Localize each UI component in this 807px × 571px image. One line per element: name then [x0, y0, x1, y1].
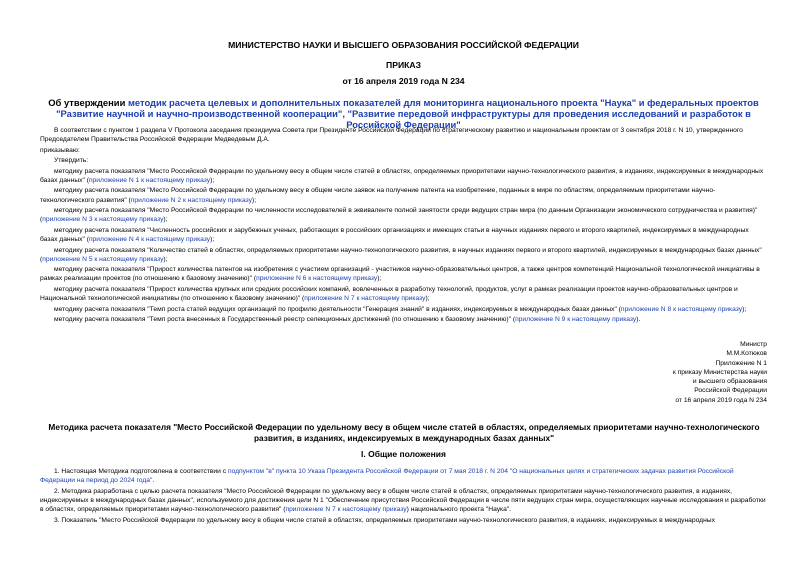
appendix-link-4[interactable]: приложение N 4 к настоящему приказу: [88, 236, 211, 244]
provision-1: 1. Настоящая Методика подготовлена в соответствии с подпунктом "в" пункта 10 Указа Президента Российской Федерации от 7 мая 2018 г. N 204 "О национальных целях и стратегических задачах развития Российской Федерации на период до 2024 года".: [40, 468, 734, 485]
preamble-order-word: приказываю:: [40, 146, 80, 154]
provisions: [40, 467, 768, 526]
method-item-3: методику расчета показателя "Место Российской Федерации по численности исследователей в эквиваленте полной занятости среди ведущих стран мира (по данным Организации экономического сотрудничества и развития)" (приложение N 3 к настоящему приказу);: [40, 207, 758, 224]
appendix-ref-line: к приказу Министерства науки: [672, 368, 767, 376]
provision-appendix-link[interactable]: приложение N 7 к настоящему приказу: [285, 506, 407, 514]
method-item-5: методику расчета показателя "Количество статей в областях, определяемых приоритетами научно-технологического развития, в научных изданиях первого и второго квартилей, индексируемых в международных базах данных" (приложение N 5 к настоящему приказу);: [40, 246, 762, 263]
preamble: [40, 126, 768, 326]
method-item-2: методику расчета показателя "Место Российской Федерации по удельному весу в общем числе заявок на получение патента на изобретение, поданных в мире по областям, определяемым приоритетами научно-технологического развития" (приложение N 2 к настоящему приказу);: [40, 187, 716, 204]
signature-role: Министр: [740, 341, 767, 348]
signature-name: М.М.Котюков: [726, 350, 767, 358]
signature-block: [597, 340, 767, 405]
appendix-link-9[interactable]: приложение N 9 к настоящему приказу: [515, 316, 637, 324]
appendix-link-5[interactable]: приложение N 5 к настоящему приказу: [42, 255, 164, 263]
method-title: Методика расчета показателя "Место Российской Федерации по удельному весу в общем числе статей в областях, определяемых приоритетами научно-технологического развития, в изданиях, индексируемых в международных базах данных": [48, 422, 760, 443]
method-item-4: методику расчета показателя "Численность российских и зарубежных ученых, работающих в российских организациях и имеющих статьи в научных изданиях первого и второго квартилей, индексируемых в международных базах данных" (приложение N 4 к настоящему приказу);: [40, 226, 749, 244]
method-item-6: методику расчета показателя "Прирост количества патентов на изобретения с участием организаций - участников научно-образовательных центров, а также центров компетенций Национальной технологической инициативы в рамках реализации проектов (по отношению к базовому значению)" (приложение N 6 к настоящему приказу);: [40, 266, 760, 283]
method-item-9: методику расчета показателя "Темп роста внесенных в Государственный реестр селекционных достижений (по отношению к базовому значению)" (приложение N 9 к настоящему приказу).: [54, 316, 641, 324]
appendix-link-1[interactable]: приложение N 1 к настоящему приказу: [88, 176, 211, 184]
appendix-ref-line: и высшего образования: [692, 378, 767, 386]
order-date: от 16 апреля 2019 года N 234: [342, 76, 465, 86]
decree-link[interactable]: подпунктом "в" пункта 10 Указа Президента Российской Федерации от 7 мая 2018 г. N 204 "О национальных целях и стратегических задачах развития Российской Федерации на период до 2024 года": [40, 468, 734, 485]
title-prefix: Об утверждении: [48, 97, 126, 108]
method-item-7: методику расчета показателя "Прирост количества крупных или средних российских компаний, вовлеченных в разработку технологий, продуктов, услуг в рамках реализации проектов научно-образовательных центров и Национальной технологической инициативы (по отношению к базовому значению)" (приложение N 7 к настоящему приказу);: [40, 285, 738, 303]
appendix-number: Приложение N 1: [715, 359, 767, 367]
appendix-link-6[interactable]: приложение N 6 к настоящему приказу: [256, 275, 378, 283]
section-title: I. Общие положения: [361, 449, 446, 459]
preamble-paragraph: В соответствии с пунктом 1 раздела V Протокола заседания президиума Совета при Президенте Российской Федерации по стратегическому развитию и национальным проектам от 3 сентября 2018 г. N 10, утвержденного Председателем Правительства Российской Федерации Медведевым Д.А.: [40, 127, 743, 144]
title-link[interactable]: методик расчета целевых и дополнительных показателей для мониторинга национального проекта "Наука" и федеральных проектов "Развитие научной и научно-производственной кооперации", "Развитие передовой инфраструктуры для проведения исследований и разработок в Российской Федерации": [56, 97, 759, 130]
appendix-link-2[interactable]: приложение N 2 к настоящему приказу: [130, 196, 252, 204]
ministry-heading: МИНИСТЕРСТВО НАУКИ И ВЫСШЕГО ОБРАЗОВАНИЯ РОССИЙСКОЙ ФЕДЕРАЦИИ: [228, 40, 579, 50]
provision-2: 2. Методика разработана с целью расчета показателя "Место Российской Федерации по удельному весу в общем числе статей в областях, определяемых приоритетами научно-технологического развития, в изданиях, индексируемых в международных базах данных", используемого для достижения цели N 1 "Обеспечение присутствия Российской Федерации в числе пяти ведущих стран мира, осуществляющих научные исследования и разработки в областях, определяемых приоритетами научно-технологического развития" (приложение N 7 к настоящему приказу) национального проекта "Наука".: [40, 487, 766, 514]
preamble-approve: Утвердить:: [54, 157, 89, 165]
provision-3: 3. Показатель "Место Российской Федерации по удельному весу в общем числе статей в областях, определяемых приоритетами научно-технологического развития, в изданиях, индексируемых в международных: [54, 516, 715, 524]
appendix-ref-date: от 16 апреля 2019 года N 234: [675, 396, 767, 404]
appendix-link-7[interactable]: приложение N 7 к настоящему приказу: [304, 295, 426, 303]
method-item-1: методику расчета показателя "Место Российской Федерации по удельному весу в общем числе статей в областях, определяемых приоритетами научно-технологического развития, в изданиях, индексируемых в международных базах данных" (приложение N 1 к настоящему приказу);: [40, 167, 764, 184]
appendix-link-3[interactable]: приложение N 3 к настоящему приказу: [42, 216, 164, 224]
method-item-8: методику расчета показателя "Темп роста статей ведущих организаций по профилю деятельности "Генерация знаний" в изданиях, индексируемых в международных базах данных" (приложение N 8 к настоящему приказу);: [54, 305, 747, 313]
appendix-link-8[interactable]: приложение N 8 к настоящему приказу: [620, 305, 743, 313]
order-heading: ПРИКАЗ: [386, 60, 421, 70]
appendix-ref-line: Российской Федерации: [694, 387, 767, 395]
